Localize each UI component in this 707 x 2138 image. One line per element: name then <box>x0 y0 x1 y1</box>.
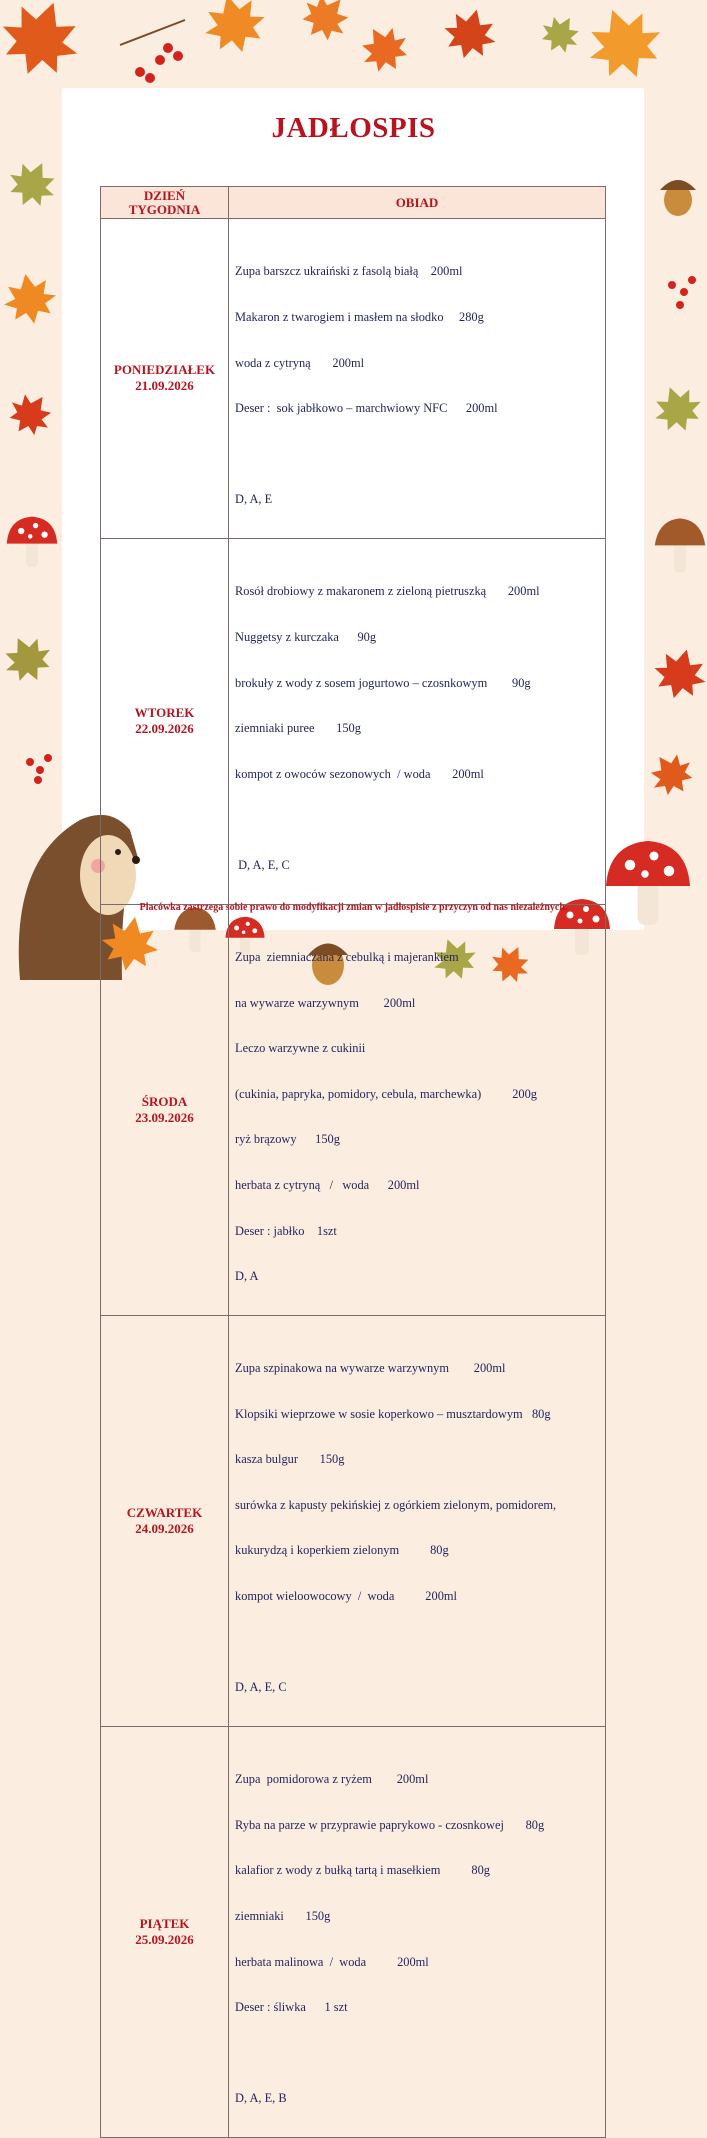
meal-column-header: OBIAD <box>229 187 606 219</box>
meal-line: Nuggetsy z kurczaka 90g <box>235 629 377 644</box>
maple-leaf-icon <box>577 0 672 90</box>
maple-leaf-icon <box>1 384 61 444</box>
maple-leaf-icon <box>641 744 701 804</box>
day-name: ŚRODA <box>141 1093 188 1109</box>
day-name: CZWARTEK <box>126 1504 203 1520</box>
meal-line: surówka z kapusty pekińskiej z ogórkiem zielonym, pomidorem, <box>235 1497 557 1512</box>
maple-leaf-icon <box>0 269 60 328</box>
day-cell <box>101 1726 229 2137</box>
meal-cell <box>229 1726 606 2137</box>
acorn-icon <box>660 180 696 216</box>
maple-leaf-icon <box>1 153 64 215</box>
maple-leaf-icon <box>438 3 502 65</box>
meal-line: Zupa barszcz ukraiński z fasolą białą 200ml <box>235 264 463 279</box>
meal-line: Ryba na parze w przyprawie paprykowo - czosnkowej 80g <box>235 1817 545 1832</box>
meal-cell <box>229 1315 606 1726</box>
day-name: WTOREK <box>134 705 195 721</box>
meal-line: Zupa szpinakowa na wywarze warzywnym 200ml <box>235 1361 506 1376</box>
allergens: D, A, E, C <box>235 1680 287 1695</box>
meal-line: kalafior z wody z bułką tartą i masełkiem 80g <box>235 1863 490 1878</box>
footer-note: Placówka zastrzega sobie prawo do modyfikacji zmian w jadłospisie z przyczyn od nas niezależnych. <box>139 902 568 913</box>
mushroom-icon <box>655 518 705 572</box>
meal-line: Zupa pomidorowa z ryżem 200ml <box>235 1772 429 1787</box>
meal-cell <box>229 538 606 904</box>
rowan-berries-icon <box>26 754 52 784</box>
day-date: 21.09.2026 <box>135 378 194 394</box>
menu-table <box>100 186 606 2138</box>
meal-line: na wywarze warzywnym 200ml <box>235 995 416 1010</box>
table-row <box>101 219 606 539</box>
day-column-header: DZIEŃ TYGODNIA <box>101 187 229 219</box>
maple-leaf-icon <box>352 17 417 81</box>
meal-line: brokuły z wody z sosem jogurtowo – czosnkowym 90g <box>235 675 531 690</box>
maple-leaf-icon <box>648 643 707 705</box>
meal-line: ziemniaki 150g <box>235 1909 331 1924</box>
maple-leaf-icon <box>647 379 707 439</box>
rowan-berries-icon <box>668 276 696 309</box>
maple-leaf-icon <box>292 0 359 50</box>
meal-line: woda z cytryną 200ml <box>235 355 365 370</box>
meal-line: Deser : śliwka 1 szt <box>235 2000 348 2015</box>
day-cell <box>101 219 229 539</box>
meal-line: Deser : jabłko 1szt <box>235 1223 337 1238</box>
meal-line: kompot z owoców sezonowych / woda 200ml <box>235 766 484 781</box>
day-cell <box>101 538 229 904</box>
meal-line: herbata z cytryną / woda 200ml <box>235 1177 420 1192</box>
mushroom-icon <box>7 517 57 567</box>
maple-leaf-icon <box>0 628 59 690</box>
day-date: 24.09.2026 <box>135 1520 194 1536</box>
maple-leaf-icon <box>197 0 272 60</box>
meal-line <box>235 447 601 462</box>
day-date: 23.09.2026 <box>135 1109 194 1125</box>
meal-line: ziemniaki puree 150g <box>235 721 361 736</box>
meal-line <box>235 812 601 827</box>
meal-line: kukurydzą i koperkiem zielonym 80g <box>235 1543 449 1558</box>
allergens: D, A, E <box>235 492 273 507</box>
meal-line: Klopsiki wieprzowe w sosie koperkowo – musztardowym 80g <box>235 1406 551 1421</box>
day-date: 25.09.2026 <box>135 1931 194 1947</box>
meal-line: kasza bulgur 150g <box>235 1452 345 1467</box>
meal-line <box>235 2046 601 2061</box>
meal-line <box>235 1635 601 1650</box>
meal-line: Makaron z twarogiem i masłem na słodko 280g <box>235 310 484 324</box>
day-date: 22.09.2026 <box>135 721 194 737</box>
maple-leaf-icon <box>0 0 91 87</box>
meal-cell <box>229 904 606 1315</box>
table-row <box>101 538 606 904</box>
day-name: PIĄTEK <box>139 1915 190 1931</box>
meal-line: Deser : sok jabłkowo – marchwiowy NFC 200ml <box>235 401 498 416</box>
allergens: D, A, E, C <box>235 857 290 872</box>
meal-line: ryż brązowy 150g <box>235 1132 340 1147</box>
table-row <box>101 904 606 1315</box>
allergens: D, A, E, B <box>235 2091 287 2106</box>
meal-line: Rosół drobiowy z makaronem z zieloną pietruszką 200ml <box>235 584 540 599</box>
meal-line: Leczo warzywne z cukinii <box>235 1041 366 1056</box>
meal-line: kompot wieloowocowy / woda 200ml <box>235 1589 457 1604</box>
day-cell <box>101 1315 229 1726</box>
page-title: JADŁOSPIS <box>271 112 436 144</box>
day-name: PONIEDZIAŁEK <box>113 362 216 378</box>
table-header-row <box>101 187 606 219</box>
meal-line: herbata malinowa / woda 200ml <box>235 1954 429 1969</box>
rowan-berries-icon <box>120 20 185 83</box>
day-cell <box>101 904 229 1315</box>
meal-cell <box>229 219 606 539</box>
allergens: D, A <box>235 1269 259 1284</box>
maple-leaf-icon <box>534 8 587 61</box>
meal-line: Zupa ziemniaczana z cebulką i majerankiem <box>235 949 459 964</box>
table-row <box>101 1315 606 1726</box>
table-row <box>101 1726 606 2137</box>
meal-line: (cukinia, papryka, pomidory, cebula, marchewka) 200g <box>235 1086 537 1101</box>
